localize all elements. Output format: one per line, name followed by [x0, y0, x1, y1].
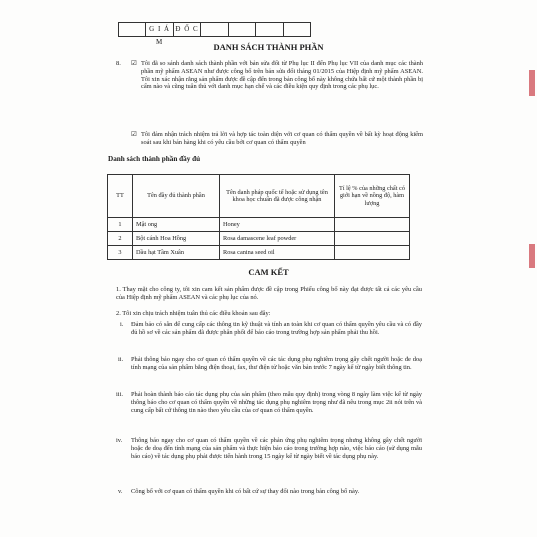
commitment-item-v: Công bố với cơ quan có thẩm quyền khi có bất cứ sự thay đổi nào trong bản công bố này.	[131, 488, 360, 495]
table-cell: Dầu hạt Tầm Xuân	[133, 246, 220, 260]
heading-commitment: CAM KẾT	[248, 267, 289, 277]
header-cell: Tỉ lệ % của những chất có giới hạn về nồng độ, hàm lượng	[335, 175, 410, 218]
signature-label-box	[118, 22, 311, 46]
table-row	[108, 218, 410, 232]
checkbox-icon: ☑	[131, 60, 137, 67]
table-cell: Rosa damascene leaf powder	[220, 232, 335, 246]
box-cell	[201, 23, 228, 36]
header-cell: Tên đầy đủ thành phần	[133, 175, 220, 218]
table-row	[108, 246, 410, 260]
checkbox-icon: ☑	[131, 131, 137, 138]
section8-paragraph-1: Tôi đã so sánh danh sách thành phần với bản sửa đổi từ Phụ lục II đến Phụ lục VII của danh mục các thành phần mỹ phẩm ASEAN như được công bố trên bản sửa đổi tháng 01/2015 của Hiệp định mỹ phẩm ASEAN. Tôi xin xác nhận rằng sản phẩm được đề cập đến trong bản công bố này không chứa bất cứ một thành phần bị cấm nào và cũng tuân thủ với danh mục hạn chế và các điều kiện quy định trong các phụ lục.	[141, 60, 423, 91]
commitment-item-iv: Thông báo ngay cho cơ quan có thẩm quyền về các phản ứng phụ nghiêm trọng nhưng không gây chết người hoặc đe doạ đến tính mạng của sản phẩm và thực hiện báo cáo trong trường hợp nào, việc báo cáo (sử dụng mẫu báo cáo) về tác dụng phụ phải được tiến hành trong 15 ngày kể từ ngày biết về tác dụng phụ này.	[131, 437, 422, 460]
item-number: ii.	[118, 356, 124, 363]
table-row	[108, 232, 410, 246]
commitment-2: 2. Tôi xin chịu trách nhiệm tuân thủ các điều khoản sau đây:	[116, 310, 271, 317]
table-header-row	[108, 175, 410, 218]
item-number: v.	[118, 488, 123, 495]
section-number: 8.	[116, 60, 121, 67]
table-cell	[335, 232, 410, 246]
table-cell: 3	[108, 246, 133, 260]
commitment-1: 1. Thay mặt cho công ty, tôi xin cam kết sản phẩm được đề cập trong Phiếu công bố này đạt được tất cả các yêu cầu của Hiệp định mỹ phẩm ASEAN và các phụ lục của nó.	[116, 286, 422, 301]
table-cell	[335, 218, 410, 232]
red-stamp-mark	[529, 244, 535, 268]
box-cell	[284, 23, 310, 36]
table-cell: 2	[108, 232, 133, 246]
commitment-item-i: Đảm bảo có sẵn để cung cấp các thông tin kỹ thuật và tính an toàn khi cơ quan có thẩm quyền yêu cầu và có đầy đủ hồ sơ về các sản phẩm đã được phân phối để báo cáo trong trường hợp sản phẩm phải thu hồi.	[131, 321, 422, 336]
header-cell: TT	[108, 175, 133, 218]
commitment-item-iii: Phải hoàn thành báo cáo tác dụng phụ của sản phẩm (theo mẫu quy định) trong vòng 8 ngày làm việc kể từ ngày thông báo cho cơ quan có thẩm quyền về những tác dụng phụ nghiêm trọng như đã nêu trong mục 2ii nói trên và cung cấp bất cứ thông tin nào theo yêu cầu của cơ quan có thẩm quyền.	[131, 391, 422, 414]
item-number: iii.	[116, 391, 124, 398]
table-cell	[335, 246, 410, 260]
table-cell: 1	[108, 218, 133, 232]
item-number: i.	[120, 321, 124, 328]
table-cell: Rosa canina seed oil	[220, 246, 335, 260]
box-cell	[119, 23, 146, 36]
heading-components: DANH SÁCH THÀNH PHẦN	[213, 42, 324, 52]
header-cell: Tên danh pháp quốc tế hoặc sử dụng tên khoa học chuẩn đã được công nhận	[220, 175, 335, 218]
ingredients-table	[107, 174, 410, 260]
item-number: iv.	[116, 437, 123, 444]
box-cell	[229, 23, 256, 36]
table-cell: Bột cánh Hoa Hồng	[133, 232, 220, 246]
commitment-item-ii: Phải thông báo ngay cho cơ quan có thẩm quyền về các tác dụng phụ nghiêm trọng gây chết người hoặc đe doạ tính mạng của sản phẩm bằng điện thoại, fax, thư điện tử hoặc văn bản trước 7 ngày kể từ ngày biết thông tin.	[131, 356, 422, 371]
full-list-title: Danh sách thành phần đầy đủ	[108, 155, 201, 163]
box-cell: Đ Ố C	[174, 23, 201, 36]
red-stamp-mark	[529, 70, 535, 96]
table-cell: Honey	[220, 218, 335, 232]
table-cell: Mật ong	[133, 218, 220, 232]
section8-paragraph-2: Tôi đảm nhận trách nhiệm trả lời và hợp tác toàn diện với cơ quan có thẩm quyền về bất kỳ hoạt động kiểm soát sau khi bán hàng khi có yêu cầu bởi cơ quan có thẩm quyền	[141, 131, 423, 146]
box-cell	[256, 23, 283, 36]
box-cell: G I Á M	[146, 23, 173, 36]
